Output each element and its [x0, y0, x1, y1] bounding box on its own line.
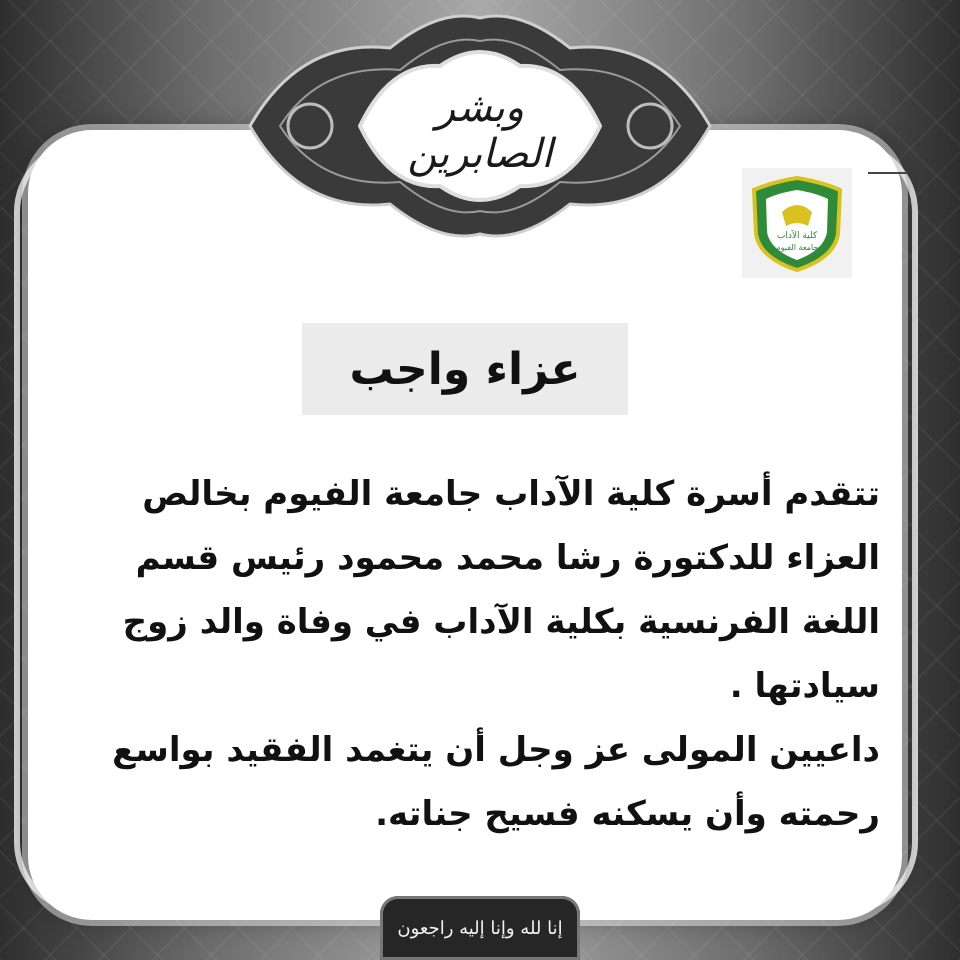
title-box — [302, 323, 628, 415]
divider-line — [868, 172, 908, 174]
shield-logo-icon — [742, 168, 852, 278]
logo-text-bottom: جامعة الفيوم — [775, 243, 819, 252]
footer-plaque — [380, 896, 580, 960]
message-line: سيادتها . — [729, 666, 880, 706]
condolence-message — [60, 462, 880, 846]
footer-calligraphy: إنا لله وإنا إليه راجعون — [397, 917, 563, 939]
message-line: تتقدم أسرة كلية الآداب جامعة الفيوم بخالص — [142, 474, 880, 514]
page-title: عزاء واجب — [349, 343, 581, 395]
logo-text-top: كلية الآداب — [776, 231, 818, 241]
message-line: العزاء للدكتورة رشا محمد محمود رئيس قسم — [135, 538, 880, 578]
message-line: اللغة الفرنسية بكلية الآداب في وفاة والد زوج — [122, 602, 880, 642]
faculty-logo — [742, 168, 852, 278]
message-line: رحمته وأن يسكنه فسيح جناته. — [375, 794, 880, 834]
message-line: داعيين المولى عز وجل أن يتغمد الفقيد بواسع — [112, 730, 880, 770]
emblem-calligraphy: وبشر الصابرين — [407, 85, 553, 177]
